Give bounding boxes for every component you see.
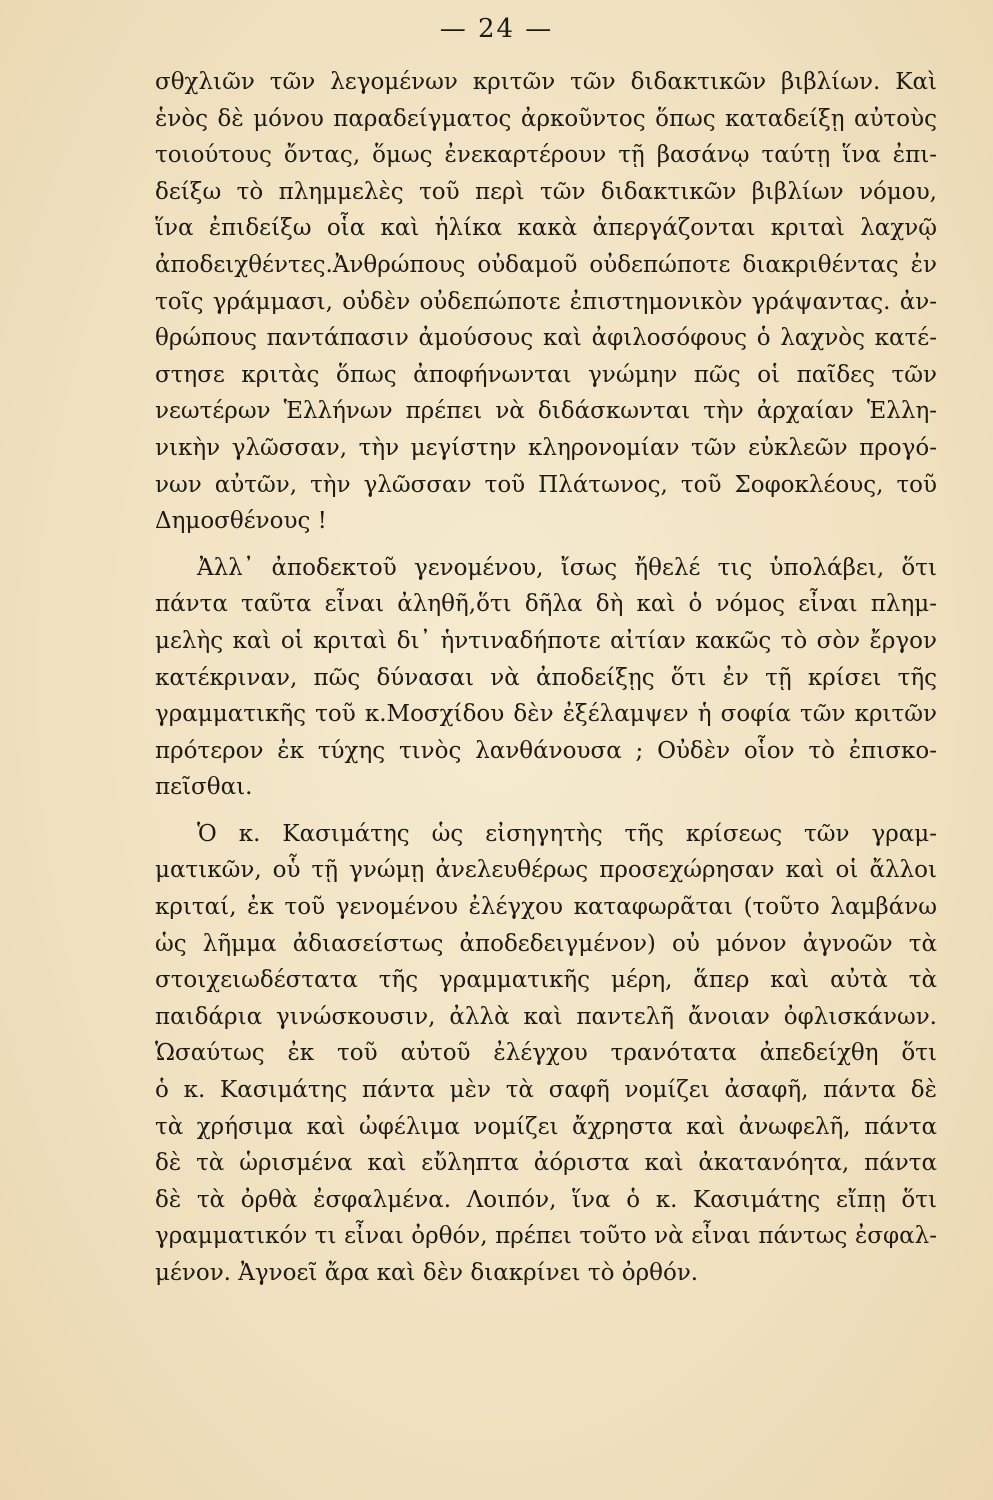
text-line: παιδάρια γινώσκουσιν, ἀλλὰ καὶ παντελῆ ἄνοιαν ὀφλισκάνων. [155, 1003, 937, 1030]
text-line: Δημοσθένους ! [155, 508, 327, 535]
text-line: νων αὐτῶν, τὴν γλῶσσαν τοῦ Πλάτωνος, τοῦ Σοφοκλέους, τοῦ [155, 471, 937, 498]
text-line: τοῖς γράμμασι, οὐδὲν οὐδεπώποτε ἐπιστημονικὸν γράψαντας. ἀν- [155, 288, 937, 315]
text-line: τὰ χρήσιμα καὶ ὠφέλιμα νομίζει ἄχρηστα καὶ ἀνωφελῆ, πάντα [155, 1113, 937, 1140]
text-line: Ὁ κ. Κασιμάτης ὡς εἰσηγητὴς τῆς κρίσεως τῶν γραμ- [197, 820, 937, 847]
text-line: ἑνὸς δὲ μόνου παραδείγματος ἀρκοῦντος ὅπως καταδείξῃ αὐτοὺς [155, 105, 937, 132]
text-line: κατέκριναν, πῶς δύνασαι νὰ ἀποδείξῃς ὅτι ἐν τῇ κρίσει τῆς [155, 664, 937, 691]
text-line: σθχλιῶν τῶν λεγομένων κριτῶν τῶν διδακτικῶν βιβλίων. Καὶ [155, 69, 937, 95]
text-line: ἀποδειχθέντες.Ἀνθρώπους οὐδαμοῦ οὐδεπώποτε διακριθέντας ἐν [155, 251, 937, 278]
text-line: ὡς λῆμμα ἀδιασείστως ἀποδεδειγμένον) οὐ μόνον ἀγνοῶν τὰ [155, 930, 937, 957]
text-line: ὁ κ. Κασιμάτης πάντα μὲν τὰ σαφῆ νομίζει ἀσαφῆ, πάντα δὲ [155, 1077, 937, 1104]
text-line: δὲ τὰ ὀρθὰ ἐσφαλμένα. Λοιπόν, ἵνα ὁ κ. Κασιμάτης εἴπῃ ὅτι [155, 1186, 937, 1213]
text-line: κριταί, ἐκ τοῦ γενομένου ἐλέγχου καταφωρᾶται (τοῦτο λαμβάνω [155, 894, 937, 921]
text-line: στησε κριτὰς ὅπως ἀποφήνωνται γνώμην πῶς οἱ παῖδες τῶν [155, 361, 937, 388]
text-line: πρότερον ἐκ τύχης τινὸς λανθάνουσα ; Οὐδὲν οἷον τὸ ἐπισκο- [155, 737, 937, 764]
text-line: γραμματικῆς τοῦ κ.Μοσχίδου δὲν ἐξέλαμψεν ἡ σοφία τῶν κριτῶν [155, 701, 937, 728]
text-line: Ὡσαύτως ἐκ τοῦ αὐτοῦ ἐλέγχου τρανότατα ἀπεδείχθη ὅτι [155, 1040, 937, 1067]
text-line: θρώπους παντάπασιν ἀμούσους καὶ ἀφιλοσόφους ὁ λαχνὸς κατέ- [155, 325, 937, 352]
text-line: δείξω τὸ πλημμελὲς τοῦ περὶ τῶν διδακτικῶν βιβλίων νόμου, [155, 178, 937, 205]
text-line: τοιούτους ὄντας, ὅμως ἐνεκαρτέρουν τῇ βασάνῳ ταύτῃ ἵνα ἐπι- [155, 142, 937, 169]
text-line: στοιχειωδέστατα τῆς γραμματικῆς μέρη, ἅπερ καὶ αὐτὰ τὰ [155, 967, 937, 994]
page-number: — 24 — [439, 14, 554, 44]
text-line: Ἀλλ᾽ ἀποδεκτοῦ γενομένου, ἴσως ἤθελέ τις ὑπολάβει, ὅτι [197, 554, 937, 581]
text-line: πάντα ταῦτα εἶναι ἀληθῆ,ὅτι δῆλα δὴ καὶ ὁ νόμος εἶναι πλημ- [155, 591, 937, 618]
text-line: δὲ τὰ ὡρισμένα καὶ εὔληπτα ἀόριστα καὶ ἀκατανόητα, πάντα [155, 1150, 937, 1177]
text-body [155, 64, 937, 1292]
text-line: ἵνα ἐπιδείξω οἷα καὶ ἡλίκα κακὰ ἀπεργάζονται κριταὶ λαχνῷ [155, 215, 937, 242]
text-line: μένον. Ἀγνοεῖ ἄρα καὶ δὲν διακρίνει τὸ ὀρθόν. [155, 1260, 699, 1286]
text-line: πεῖσθαι. [155, 774, 253, 801]
text-line: νικὴν γλῶσσαν, τὴν μεγίστην κληρονομίαν τῶν εὐκλεῶν προγό- [155, 434, 937, 461]
text-line: νεωτέρων Ἑλλήνων πρέπει νὰ διδάσκωνται τὴν ἀρχαίαν Ἑλλη- [155, 398, 937, 425]
text-line: γραμματικόν τι εἶναι ὀρθόν, πρέπει τοῦτο νὰ εἶναι πάντως ἐσφαλ- [155, 1223, 937, 1250]
text-line: μελὴς καὶ οἱ κριταὶ δι᾽ ἡντιναδήποτε αἰτίαν κακῶς τὸ σὸν ἔργον [155, 627, 937, 654]
text-line: ματικῶν, οὗ τῇ γνώμῃ ἀνελευθέρως προσεχώρησαν καὶ οἱ ἄλλοι [155, 857, 937, 884]
